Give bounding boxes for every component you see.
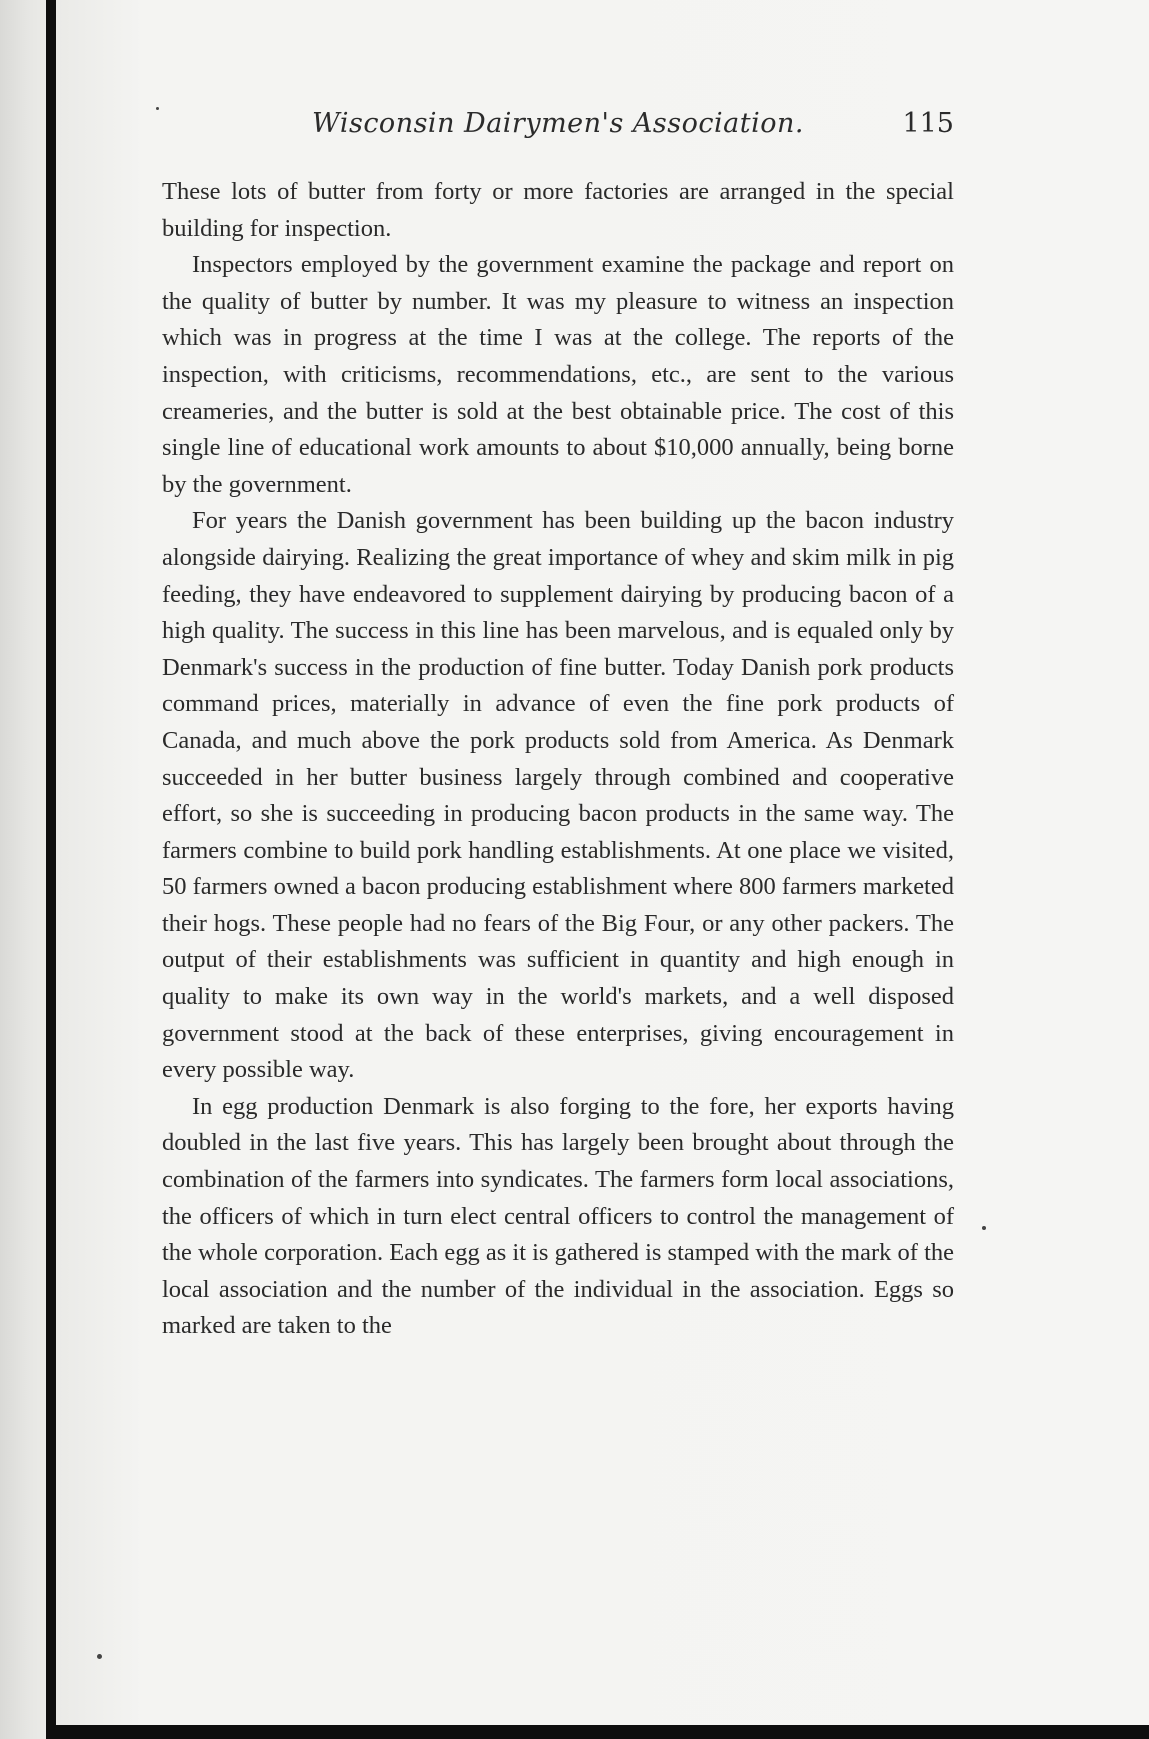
scan-speck: [97, 1654, 102, 1659]
scan-speck: [982, 1226, 986, 1230]
scan-speck: [156, 107, 159, 110]
running-header: [162, 108, 954, 148]
paragraph: Inspectors employed by the government examine the package and report on the quality of butter by number. It was my pleasure to witness an inspection which was in progress at the time I was at the college. The reports of the inspection, with criticisms, recommendations, etc., are sent to the various creameries, and the butter is sold at the best obtainable price. The cost of this single line of educational work amounts to about $10,000 annually, being borne by the government.: [162, 251, 954, 498]
binding-shadow: [0, 0, 46, 1739]
paragraph: For years the Danish government has been building up the bacon industry alongside dairying. Realizing the great importance of whey and skim milk in pig feeding, they have endeavored to supplement dairying by producing bacon of a high quality. The success in this line has been marvelous, and is equaled only by Denmark's success in the production of fine butter. Today Danish pork products command prices, materially in advance of even the fine pork products of Canada, and much above the pork products sold from America. As Denmark succeeded in her butter business largely through combined and cooperative effort, so she is succeeding in producing bacon products in the same way. The farmers combine to build pork handling establishments. At one place we visited, 50 farmers owned a bacon producing establishment where 800 farmers marketed their hogs. These people had no fears of the Big Four, or any other packers. The output of their establishments was sufficient in quantity and high enough in quality to make its own way in the world's markets, and a well disposed government stood at the back of these enterprises, giving encouragement in every possible way.: [162, 507, 954, 1084]
paragraph: These lots of butter from forty or more factories are arranged in the special building for inspection.: [162, 178, 954, 242]
header-title: Wisconsin Dairymen's Association.: [312, 108, 804, 139]
scan-bottom-edge: [46, 1725, 1149, 1739]
paragraph: In egg production Denmark is also forging to the fore, her exports having doubled in the last five years. This has largely been brought about through the combination of the farmers into syndicates. The farmers form local associations, the officers of which in turn elect central officers to control the management of the whole corporation. Each egg as it is gathered is stamped with the mark of the local association and the number of the individual in the association. Eggs so marked are taken to the: [162, 1092, 954, 1340]
page-number: 115: [902, 108, 954, 139]
binding-edge: [46, 0, 56, 1739]
body-text: [162, 174, 954, 1345]
